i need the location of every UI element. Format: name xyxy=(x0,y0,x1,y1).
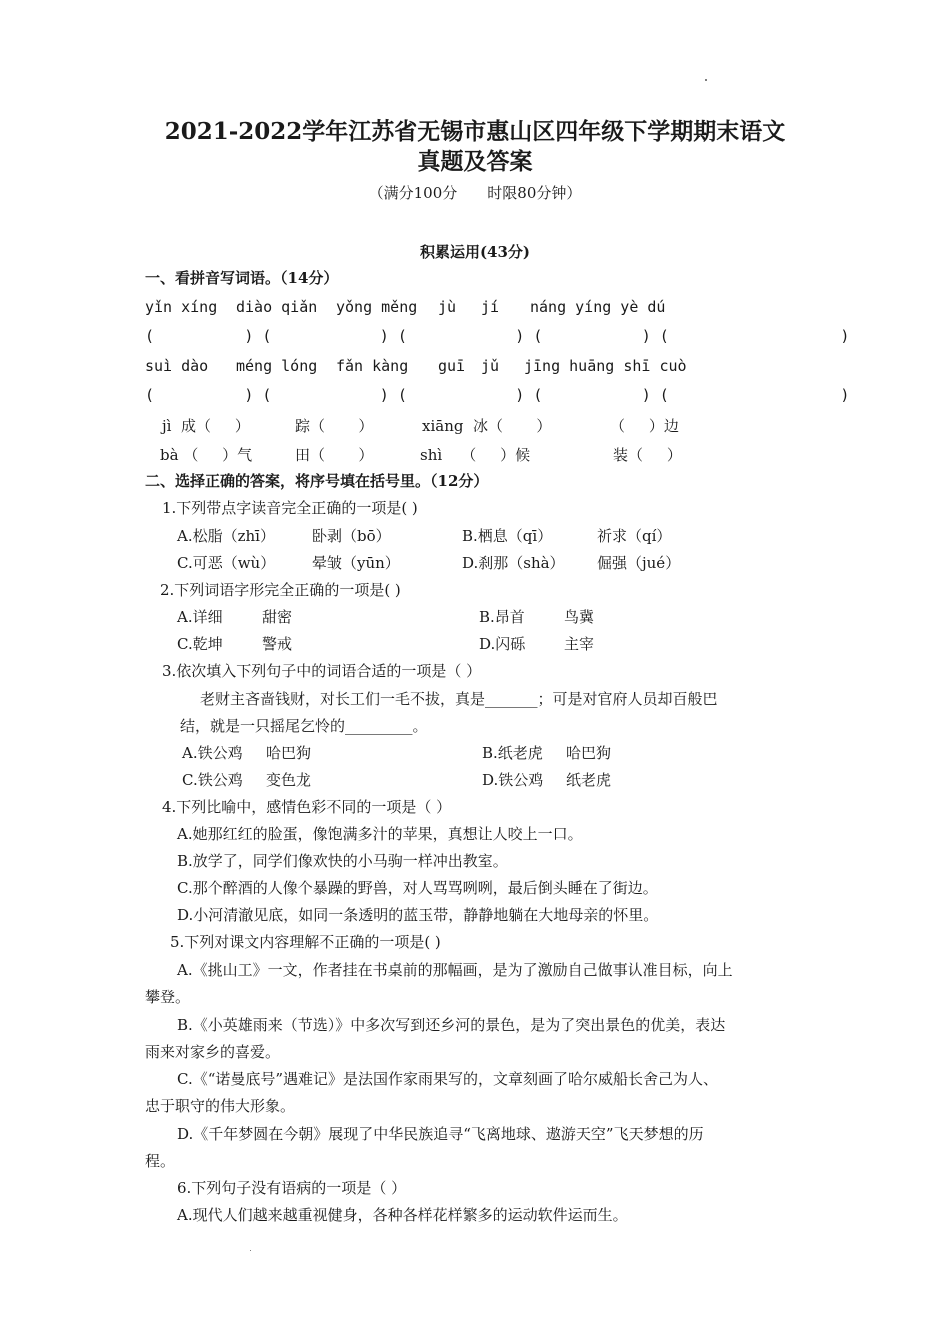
pinyin: méng lóng xyxy=(236,357,318,375)
footer-dot xyxy=(250,1250,251,1251)
option-d: D.闪砾 xyxy=(479,635,526,653)
option-a: 卧剥（bō） xyxy=(312,527,391,545)
option-a: 哈巴狗 xyxy=(266,744,312,762)
pinyin: guī xyxy=(438,357,466,375)
option-d: D.铁公鸡 xyxy=(482,771,544,789)
pinyin: fǎn kàng xyxy=(336,357,409,375)
option-c: C.可恶（wù） xyxy=(177,554,276,572)
pinyin: suì dào xyxy=(145,357,209,375)
option-b: 哈巴狗 xyxy=(566,744,612,762)
homophone-item: （ ）边 xyxy=(610,417,679,435)
homophone-item: 踪（ ） xyxy=(295,417,374,435)
question-2: 2.下列词语字形完全正确的一项是( ) xyxy=(160,581,401,599)
pinyin: diào qiǎn xyxy=(236,298,318,316)
pinyin: jù xyxy=(438,298,457,316)
document-subtitle: （满分100分 时限80分钟） xyxy=(368,184,582,202)
pinyin: jīng huāng shī cuò xyxy=(524,357,687,375)
question-3: 3.依次填入下列句子中的词语合适的一项是（ ） xyxy=(162,662,482,680)
option-c: C.乾坤 xyxy=(177,635,223,653)
option-c: C.那个醉酒的人像个暴躁的野兽，对人骂骂咧咧，最后倒头睡在了街边。 xyxy=(177,879,658,897)
document-title-line2: 真题及答案 xyxy=(417,148,533,175)
option-c: 变色龙 xyxy=(266,771,312,789)
answer-blanks[interactable]: ( ) ( ) ( ) ( ) ( ) xyxy=(145,386,850,404)
part2-heading: 二、选择正确的答案，将序号填在括号里。（12分） xyxy=(145,472,489,490)
option-c: 警戒 xyxy=(262,635,293,653)
homophone-item: xiāng 冰（ ） xyxy=(422,417,552,435)
question-1: 1.下列带点字读音完全正确的一项是( ) xyxy=(162,499,418,517)
option-a: A.现代人们越来越重视健身，各种各样花样繁多的运动软件运而生。 xyxy=(177,1206,628,1224)
homophone-item: 田（ ） xyxy=(295,446,374,464)
option-d: 倔强（jué） xyxy=(597,554,681,572)
pinyin: jí xyxy=(481,298,500,316)
option-c: 忠于职守的伟大形象。 xyxy=(145,1097,296,1115)
option-b: B.栖息（qī） xyxy=(462,527,553,545)
option-a: 攀登。 xyxy=(145,988,191,1006)
option-d: D.《千年梦圆在今朝》展现了中华民族追寻“飞离地球、遨游天空”飞天梦想的历 xyxy=(177,1125,704,1143)
option-d: D.刹那（shà） xyxy=(462,554,565,572)
option-c: C.《“诺曼底号”遇难记》是法国作家雨果写的，文章刻画了哈尔威船长舍己为人、 xyxy=(177,1070,719,1088)
question-3-passage: 结，就是一只摇尾乞怜的_________。 xyxy=(180,717,428,735)
option-c: C.铁公鸡 xyxy=(182,771,243,789)
corner-dot xyxy=(705,79,707,81)
option-a: A.铁公鸡 xyxy=(182,744,243,762)
question-4: 4.下列比喻中，感情色彩不同的一项是（ ） xyxy=(162,798,452,816)
option-b: B.昂首 xyxy=(479,608,525,626)
option-b: B.纸老虎 xyxy=(482,744,543,762)
option-d: 主宰 xyxy=(564,635,595,653)
option-d: 程。 xyxy=(145,1152,176,1170)
question-5: 5.下列对课文内容理解不正确的一项是( ) xyxy=(170,933,441,951)
question-3-passage: 老财主吝啬钱财，对长工们一毛不拔，真是_______；可是对官府人员却百般巴 xyxy=(200,690,718,708)
option-b: 雨来对家乡的喜爱。 xyxy=(145,1043,281,1061)
option-a: 甜密 xyxy=(262,608,293,626)
option-c: 晕皱（yūn） xyxy=(312,554,400,572)
homophone-item: shì （ ）候 xyxy=(420,446,531,464)
answer-blanks[interactable]: ( ) ( ) ( ) ( ) ( ) xyxy=(145,327,850,345)
option-d: D.小河清澈见底，如同一条透明的蓝玉带，静静地躺在大地母亲的怀里。 xyxy=(177,906,659,924)
pinyin: yǒng měng xyxy=(336,298,418,316)
option-d: 纸老虎 xyxy=(566,771,612,789)
pinyin: náng yíng yè dú xyxy=(530,298,666,316)
option-b: B.《小英雄雨来（节选）》中多次写到还乡河的景色，是为了突出景色的优美，表达 xyxy=(177,1016,726,1034)
question-6: 6.下列句子没有语病的一项是（ ） xyxy=(177,1179,407,1197)
option-a: A.《挑山工》一文，作者挂在书桌前的那幅画，是为了激励自己做事认准目标，向上 xyxy=(177,961,733,979)
option-a: A.她那红红的脸蛋，像饱满多汁的苹果，真想让人咬上一口。 xyxy=(177,825,583,843)
pinyin: yǐn xíng xyxy=(145,298,218,316)
option-b: 祈求（qí） xyxy=(597,527,672,545)
option-a: A.详细 xyxy=(177,608,223,626)
section-heading: 积累运用(43分) xyxy=(419,243,531,261)
option-b: 鸟冀 xyxy=(564,608,595,626)
part1-heading: 一、看拼音写词语。（14分） xyxy=(145,269,339,287)
pinyin: jǔ xyxy=(481,357,500,375)
option-a: A.松脂（zhī） xyxy=(177,527,275,545)
homophone-item: bà （ ）气 xyxy=(160,446,253,464)
document-title-line1: 2021-2022学年江苏省无锡市惠山区四年级下学期期末语文 xyxy=(164,118,786,145)
homophone-item: jì 成（ ） xyxy=(162,417,250,435)
homophone-item: 装（ ） xyxy=(613,446,682,464)
option-b: B.放学了，同学们像欢快的小马驹一样冲出教室。 xyxy=(177,852,508,870)
